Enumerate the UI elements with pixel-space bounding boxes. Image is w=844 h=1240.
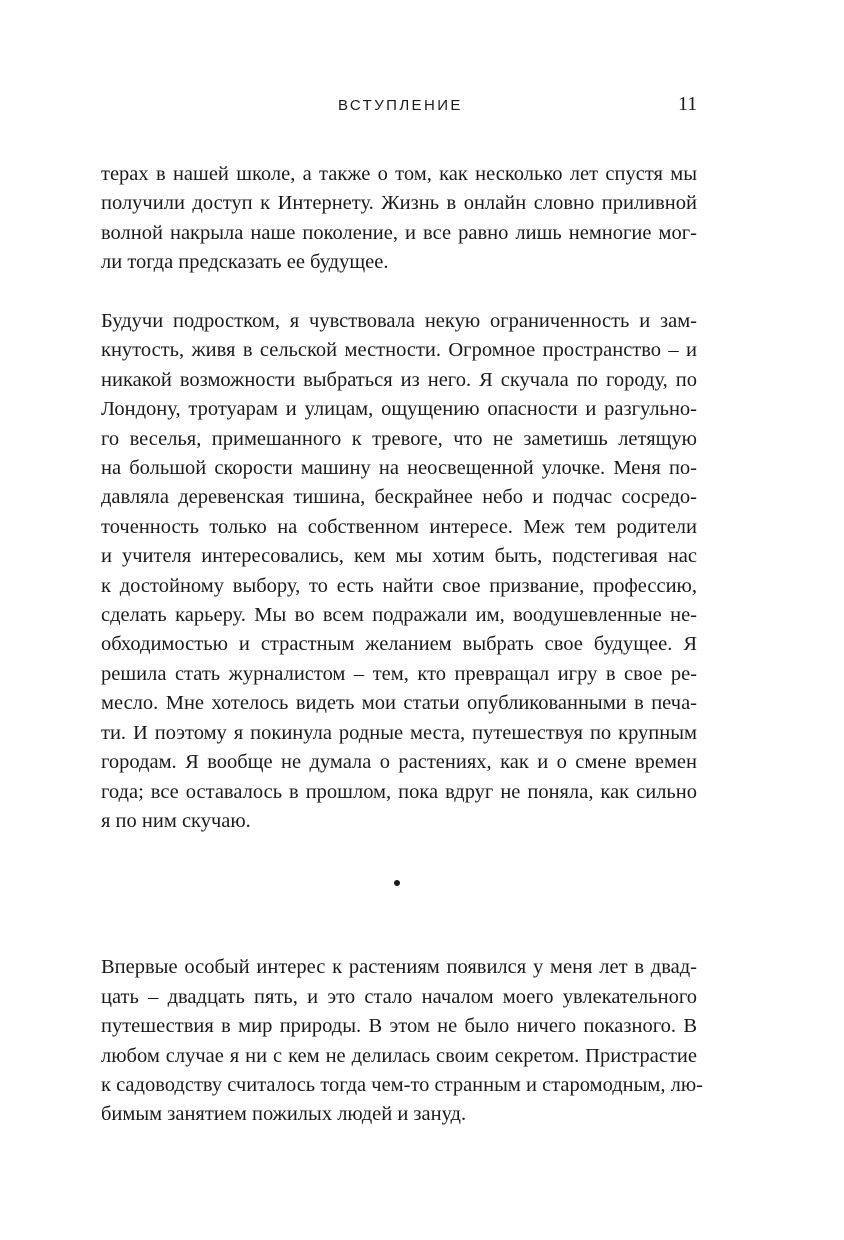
text-line: Будучи подростком, я чувствовала некую ограниченность и зам- xyxy=(101,310,697,333)
text-line: года; все оставалось в прошлом, пока вдруг не поняла, как сильно xyxy=(101,780,697,803)
text-line: на большой скорости машину на неосвещенной улочке. Меня по- xyxy=(101,457,697,480)
text-line: Лондону, тротуарам и улицам, ощущению опасности и разгульно- xyxy=(101,398,697,421)
text-line: к садоводству считалось тогда чем-то странным и старомодным, лю- xyxy=(101,1073,704,1096)
page-number: 11 xyxy=(678,93,698,115)
text-line: сделать карьеру. Мы во всем подражали им, воодушевленные не- xyxy=(101,604,697,627)
text-line: ли тогда предсказать ее будущее. xyxy=(101,251,389,274)
paragraph-2 xyxy=(101,307,697,836)
text-line: Впервые особый интерес к растениям появился у меня лет в двад- xyxy=(101,956,697,979)
text-line: цать – двадцать пять, и это стало началом моего увлекательного xyxy=(101,985,697,1008)
text-line: городам. Я вообще не думала о растениях, как и о смене времен xyxy=(101,751,697,774)
text-line: давляла деревенская тишина, бескрайнее небо и подчас сосредо- xyxy=(101,486,697,509)
text-line: получили доступ к Интернету. Жизнь в онлайн словно приливной xyxy=(101,192,697,215)
text-line: и учителя интересовались, кем мы хотим быть, подстегивая нас xyxy=(101,545,697,568)
section-separator xyxy=(101,836,697,953)
body-text xyxy=(101,160,704,1130)
text-line: обходимостью и страстным желанием выбрать свое будущее. Я xyxy=(101,633,697,656)
separator-dot-icon xyxy=(394,880,400,886)
text-line: я по ним скучаю. xyxy=(101,809,251,832)
text-line: решила стать журналистом – тем, кто превращал игру в свое ре- xyxy=(101,662,697,685)
text-line: никакой возможности выбраться из него. Я скучала по городу, по xyxy=(101,368,697,391)
text-line: волной накрыла наше поколение, и все равно лишь немногие мог- xyxy=(101,221,697,244)
text-line: кнутость, живя в сельской местности. Огромное пространство – и xyxy=(101,339,697,362)
text-line: терах в нашей школе, а также о том, как несколько лет спустя мы xyxy=(101,163,697,185)
text-line: го веселья, примешанного к тревоге, что не заметишь летящую xyxy=(101,427,697,450)
running-head xyxy=(0,93,844,123)
text-line: к достойному выбору, то есть найти свое призвание, профессию, xyxy=(101,574,697,597)
text-line: точенность только на собственном интересе. Меж тем родители xyxy=(101,515,697,538)
text-line: ти. И поэтому я покинула родные места, путешествуя по крупным xyxy=(101,721,697,744)
paragraph-1 xyxy=(101,160,697,278)
text-line: путешествия в мир природы. В этом не было ничего показного. В xyxy=(101,1015,697,1038)
paragraph-3 xyxy=(101,953,704,1129)
text-line: месло. Мне хотелось видеть мои статьи опубликованными в печа- xyxy=(101,692,697,715)
chapter-title: ВСТУПЛЕНИЕ xyxy=(338,97,463,114)
text-line: любом случае я ни с кем не делилась своим секретом. Пристрастие xyxy=(101,1044,697,1067)
text-line: бимым занятием пожилых людей и зануд. xyxy=(101,1103,467,1126)
